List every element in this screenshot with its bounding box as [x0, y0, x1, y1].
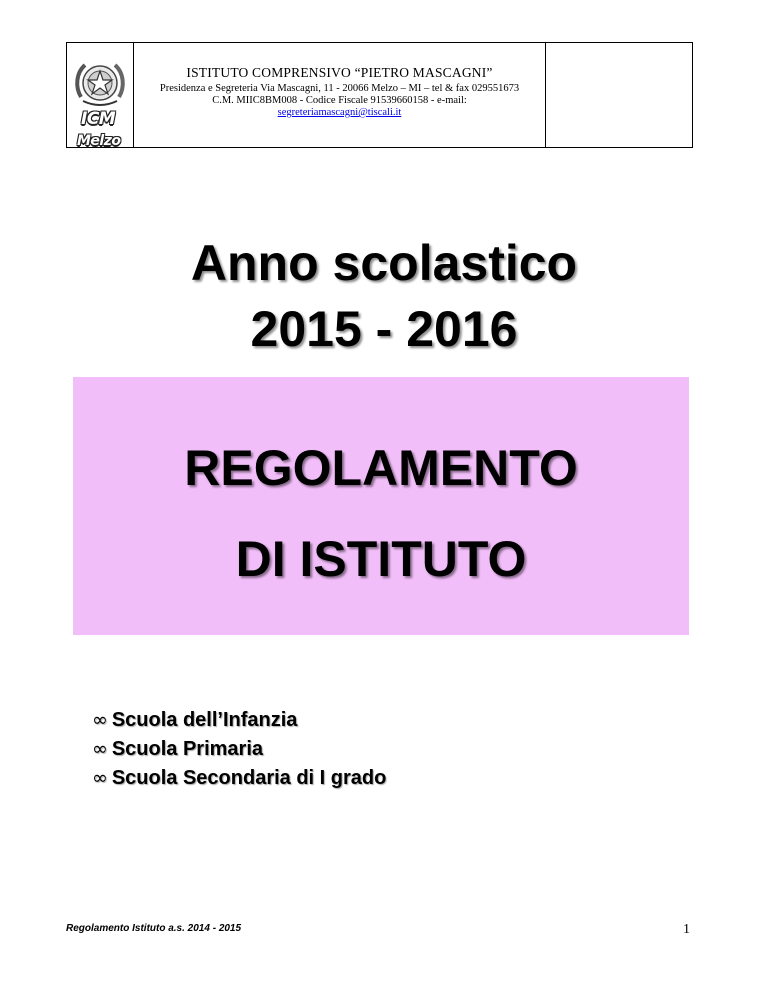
list-item [92, 735, 386, 764]
page-number: 1 [683, 922, 690, 937]
list-item [92, 706, 386, 735]
list-item [92, 764, 386, 793]
italian-republic-emblem-icon [73, 57, 127, 111]
footer-document-label: Regolamento Istituto a.s. 2014 - 2015 [66, 923, 242, 934]
list-item-label: Scuola Primaria [111, 738, 264, 760]
school-year-title: Anno scolastico [190, 235, 578, 291]
infinity-bullet-icon: ∞ [92, 738, 108, 760]
infinity-bullet-icon: ∞ [92, 709, 108, 731]
logo-cell [67, 43, 134, 147]
logo-text-icm: ICM [81, 109, 116, 129]
empty-cell [546, 43, 692, 147]
letterhead-table [66, 42, 693, 148]
infinity-bullet-icon: ∞ [92, 767, 108, 789]
email-link[interactable]: segreteriamascagni@tiscali.it [277, 107, 402, 118]
institute-name: ISTITUTO COMPRENSIVO “PIETRO MASCAGNI” [186, 65, 493, 80]
document-title-line2: DI ISTITUTO [235, 531, 527, 587]
logo-text-melzo: Melzo [77, 133, 121, 149]
address-line: Presidenza e Segreteria Via Mascagni, 11 - 20066 Melzo – MI – tel & fax 029551673 [159, 83, 520, 94]
school-levels-list [92, 706, 386, 793]
codes-line: C.M. MIIC8BM008 - Codice Fiscale 91539660158 - e-mail: [212, 95, 467, 106]
list-item-label: Scuola Secondaria di I grado [111, 767, 387, 789]
letterhead-text-cell [134, 43, 546, 147]
document-title-box [73, 377, 689, 635]
document-title-line1: REGOLAMENTO [184, 440, 578, 496]
school-year-range: 2015 - 2016 [250, 301, 518, 357]
list-item-label: Scuola dell’Infanzia [111, 709, 298, 731]
